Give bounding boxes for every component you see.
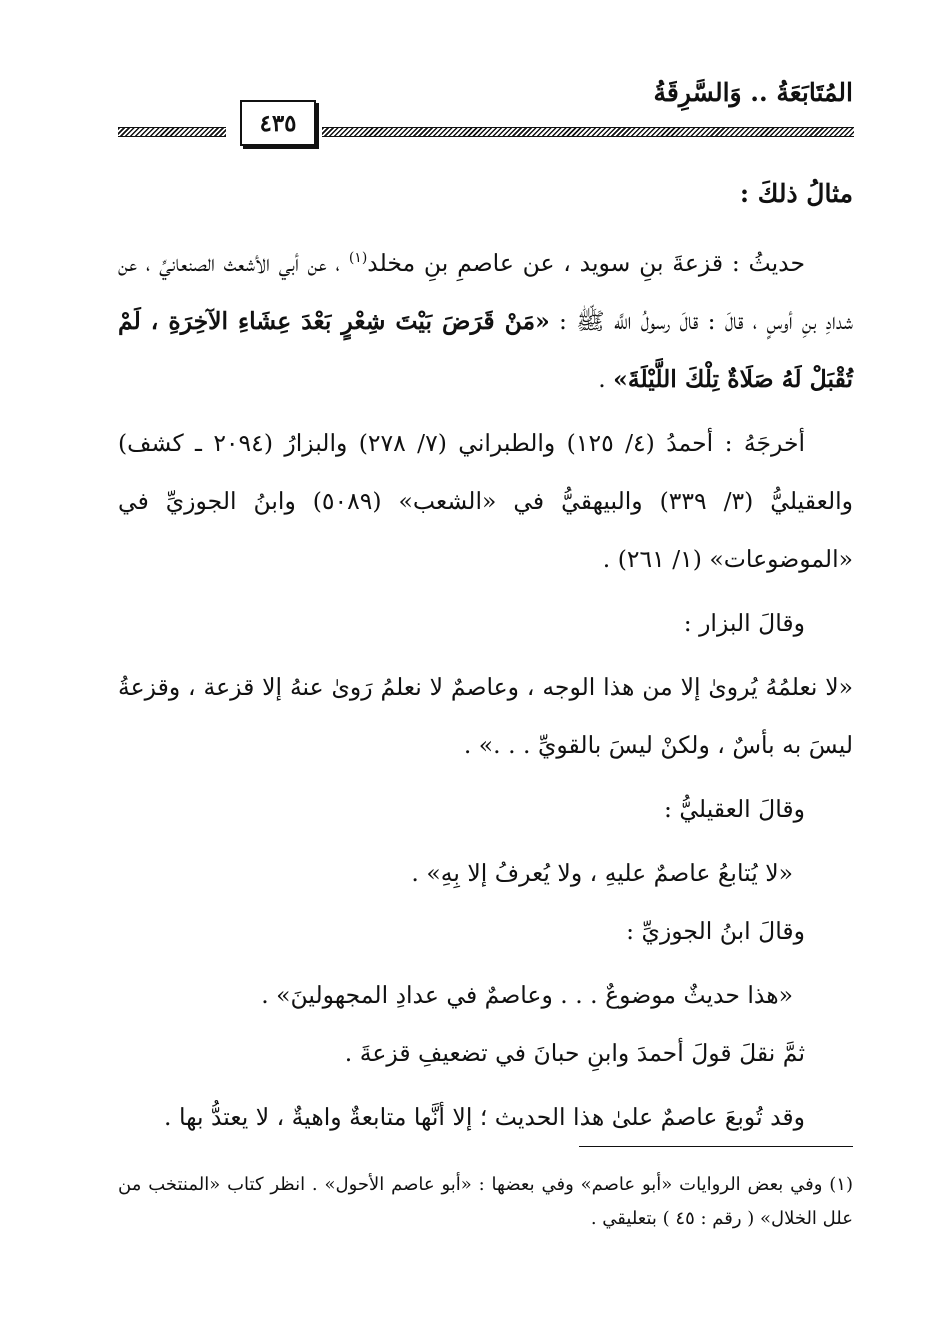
ibn-jawzi-quote: «هذا حديثٌ موضوعٌ . . . وعاصمٌ في عدادِ المجهولينَ» . <box>261 981 793 1009</box>
hadith-end-mark: . <box>598 365 606 393</box>
bazzar-intro: وقالَ البزار : <box>683 609 805 637</box>
conclusion-paragraph: وقد تُوبعَ عاصمٌ علىٰ هذا الحديث ؛ إلا أنَّها متابعةٌ واهيةٌ ، لا يعتدُّ بها . <box>164 1103 805 1131</box>
uqayli-intro: وقالَ العقيليُّ : <box>663 795 805 823</box>
transmission-note: ثمَّ نقلَ قولَ أحمدَ وابنِ حبانَ في تضعيفِ قزعةَ . <box>344 1039 805 1067</box>
hadith-paragraph <box>118 234 853 408</box>
hadith-text: «مَنْ قَرَضَ بَيْتَ شِعْرٍ بَعْدَ عِشَاءِ الآخِرَةِ ، لَمْ تُقْبَلْ لَهُ صَلَاةٌ تِلْكَ اللَّيْلَةَ» <box>118 307 853 393</box>
header-rule-left <box>118 127 226 137</box>
takhrij-paragraph: أخرجَهُ : أحمدُ (٤/ ١٢٥) والطبراني (٧/ ٢٧٨) والبزارُ (٢٠٩٤ ـ كشف) والعقيليُّ (٣/ ٣٣٩) والبيهقيُّ في «الشعب» (٥٠٨٩) وابنُ الجوزيِّ في «الموضوعات» (١/ ٢٦١) . <box>118 429 854 573</box>
hadith-chain-start: حديثُ : قزعةَ بنِ سويد ، عن عاصمِ بنِ مخلد <box>367 249 805 277</box>
hadith-chain-end: ، عن أبي الأشعث الصنعانيِّ ، عن شدادِ بنِ أوسٍ ، قالَ : قالَ رسولُ اللَّه ﷺ : <box>118 249 853 335</box>
footnote-separator <box>579 1146 853 1147</box>
bazzar-quote: «لا نعلمُهُ يُروىٰ إلا من هذا الوجه ، وعاصمٌ لا نعلمُ رَوىٰ عنهُ إلا قزعة ، وقزعةُ ليسَ به بأسٌ ، ولكنْ ليسَ بالقويِّ . . .» . <box>118 673 853 759</box>
footnote: (١) وفي بعض الروايات «أبو عاصم» وفي بعضها : «أبو عاصم الأحول» . انظر كتاب «المنتخب من علل الخلال» ( رقم : ٤٥ ) بتعليقي . <box>118 1174 853 1229</box>
page-number: ٤٣٥ <box>240 100 316 146</box>
main-text <box>118 168 853 1152</box>
section-heading: مثالُ ذلكَ : <box>739 179 853 208</box>
ibn-jawzi-intro: وقالَ ابنُ الجوزيِّ : <box>626 917 805 945</box>
footnote-reference: (١) <box>348 250 368 267</box>
header-rule-right <box>322 127 854 137</box>
uqayli-quote: «لا يُتابعُ عاصمٌ عليهِ ، ولا يُعرفُ إلا بِهِ» . <box>411 859 793 887</box>
running-title: المُتَابَعَةُ .. وَالسَّرِقَةُ <box>653 78 853 107</box>
